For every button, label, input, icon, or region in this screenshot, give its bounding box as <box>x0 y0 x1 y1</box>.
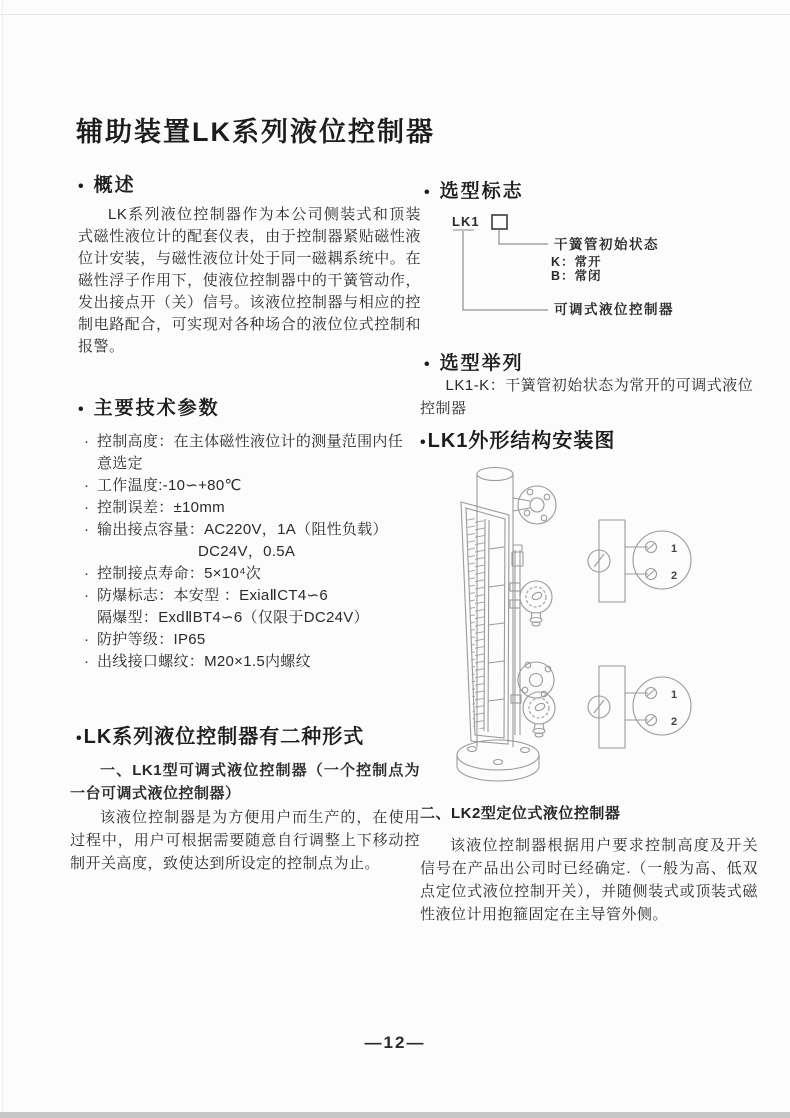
wiring-diagram-upper <box>588 520 691 602</box>
lower-controller <box>523 692 555 737</box>
dot-bullet-icon: · <box>84 565 89 582</box>
terminal-face <box>633 531 691 589</box>
panel-sections <box>488 547 504 701</box>
tech-param-text: 工作温度:-10∽+80℃ <box>97 477 242 494</box>
model-designation-diagram <box>436 210 736 328</box>
forms-item1-body: 该液位控制器是为方便用户而生产的，在使用过程中，用户可根据需要随意自行调整上下移动控制开关高度，致使达到所设定的控制点为止。 <box>70 809 420 872</box>
selection-example-heading <box>424 348 524 375</box>
terminal-face <box>633 677 691 735</box>
bullet-icon: • <box>76 730 83 747</box>
option-k-label: K：常开 <box>551 255 602 269</box>
overview-heading-text: 概述 <box>93 175 136 196</box>
tech-param-item <box>84 629 424 651</box>
base-pointer-line <box>463 231 548 310</box>
terminal-housing <box>599 666 625 748</box>
scan-edge-bottom <box>0 1112 790 1118</box>
tech-param-item <box>84 563 424 585</box>
terminal-housing <box>599 520 625 602</box>
level-gauge-drawing <box>457 468 556 782</box>
adjustable-controller-label: 可调式液位控制器 <box>554 302 674 317</box>
tech-param-text: 控制接点寿命：5×10⁴次 <box>97 565 262 582</box>
scan-edge-left <box>2 0 3 1118</box>
selection-example-body: LK1-K：干簧管初始状态为常开的可调式液位控制器 <box>420 377 754 417</box>
tech-param-item <box>84 497 424 519</box>
bullet-icon: • <box>78 401 86 418</box>
bullet-icon: • <box>424 184 432 201</box>
tech-params-heading-text: 主要技术参数 <box>93 398 220 419</box>
dot-bullet-icon: · <box>84 653 89 670</box>
tech-param-item <box>84 431 424 475</box>
forms-item1-title: 一、LK1型可调式液位控制器（一个控制点为一台可调式液位控制器） <box>70 762 420 802</box>
terminal-label-1: 1 <box>671 689 678 701</box>
top-flange <box>518 486 556 524</box>
dot-bullet-icon: · <box>84 631 89 648</box>
dot-bullet-icon: · <box>84 587 89 604</box>
tech-param-item <box>84 585 424 607</box>
wires <box>625 547 648 574</box>
lk1-installation-drawing <box>435 457 715 797</box>
dot-bullet-icon: · <box>84 477 89 494</box>
tech-param-text: 控制误差：±10mm <box>97 499 225 516</box>
reed-state-label: 干簧管初始状态 <box>554 237 659 252</box>
tech-param-text: 输出接点容量：AC220V，1A（阻性负载） <box>97 521 388 538</box>
wiring-diagram-lower <box>588 666 691 748</box>
lk2-title: 二、LK2型定位式液位控制器 <box>420 805 621 822</box>
installation-heading-text: LK1外形结构安装图 <box>427 430 616 452</box>
tech-param-continuation: DC24V，0.5A <box>198 543 296 560</box>
forms-heading <box>76 720 364 749</box>
model-code: LK1 <box>452 214 480 229</box>
guide-tube <box>515 550 520 735</box>
bullet-icon: • <box>78 178 86 195</box>
dot-bullet-icon: · <box>84 433 89 450</box>
tech-param-item <box>84 651 424 673</box>
page-title: 辅助装置LK系列液位控制器 <box>76 117 435 147</box>
selection-example-heading-text: 选型举列 <box>439 353 524 374</box>
forms-heading-text: LK系列液位控制器有二种形式 <box>83 726 365 748</box>
dot-bullet-icon: · <box>84 499 89 516</box>
base-flange <box>457 740 539 781</box>
wires <box>625 693 648 720</box>
reed-state-pointer-line <box>499 230 548 244</box>
scan-edge-top <box>0 14 790 15</box>
tech-param-text: 防爆标志：本安型 ：ExiaⅡCT4∽6 <box>97 587 328 604</box>
upper-controller <box>520 581 552 626</box>
tech-param-item <box>84 475 424 497</box>
tech-param-continuation: 隔爆型：ExdⅡBT4∽6（仅限于DC24V） <box>97 609 369 626</box>
dot-bullet-icon: · <box>84 521 89 538</box>
tech-param-text: 控制高度：在主体磁性液位计的测量范围内任意选定 <box>97 433 404 472</box>
selection-mark-heading <box>424 176 524 203</box>
option-b-label: B：常闭 <box>551 269 602 283</box>
option-box <box>492 215 507 229</box>
page-number: —12— <box>364 1033 426 1052</box>
overview-heading <box>78 170 136 197</box>
pipe-top <box>477 468 513 481</box>
installation-heading <box>420 424 615 453</box>
tech-param-text: 防护等级：IP65 <box>97 631 206 648</box>
tech-params-heading <box>78 393 220 420</box>
selection-mark-heading-text: 选型标志 <box>439 181 524 202</box>
tech-param-text: 出线接口螺纹：M20×1.5内螺纹 <box>97 653 311 670</box>
terminal-label-2: 2 <box>671 716 678 728</box>
terminal-label-1: 1 <box>671 543 678 555</box>
tech-param-item <box>84 519 424 541</box>
lk2-body: 该液位控制器根据用户要求控制高度及开关信号在产品出公司时已经确定.（一般为高、低双点定位式液位控制开关），并随侧装式或顶装式磁性液位计用抱箍固定在主导管外侧。 <box>420 837 758 923</box>
tech-params-list <box>84 431 424 673</box>
overview-paragraph: LK系列液位控制器作为本公司侧装式和顶装式磁性液位计的配套仪表，由于控制器紧贴磁性液位计安装，与磁性液位计处于同一磁耦系统中。在磁性浮子作用下，使液位控制器中的干簧管动作，发出接点开（关）信号。该液位控制器与相应的控制电路配合，可实现对各种场合的液位位式控制和报警。 <box>78 206 421 355</box>
terminal-label-2: 2 <box>671 570 678 582</box>
bullet-icon: • <box>420 434 427 451</box>
bullet-icon: • <box>424 356 432 373</box>
flange-neck <box>513 498 530 511</box>
